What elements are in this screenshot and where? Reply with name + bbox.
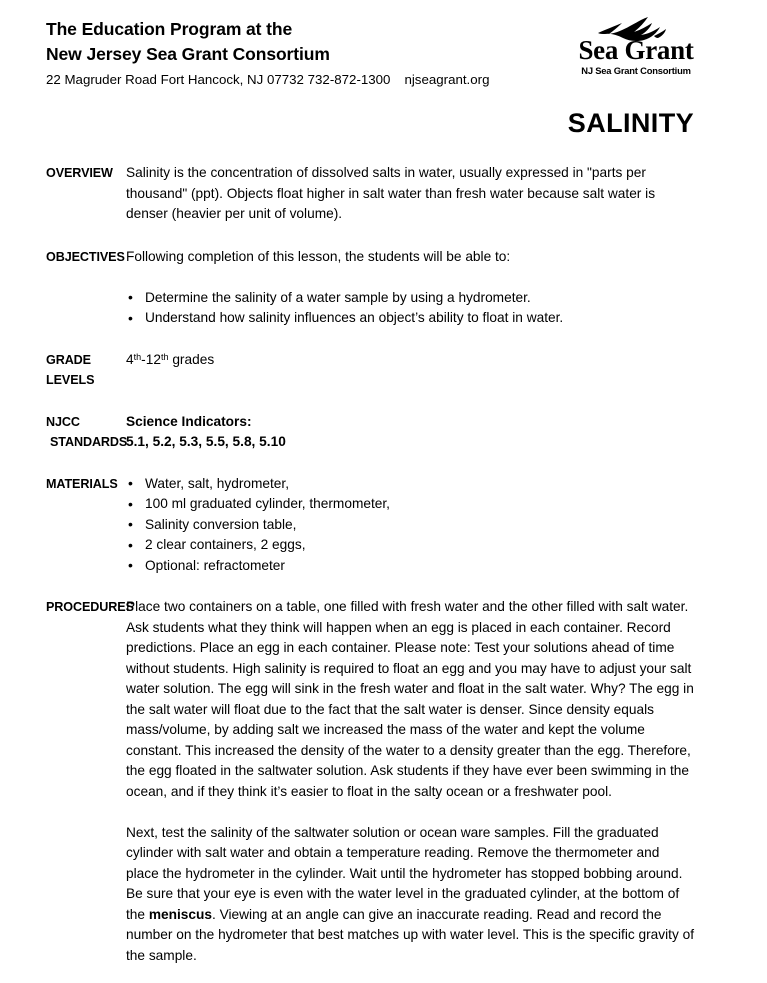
grade-levels-value xyxy=(126,350,695,371)
standards-label-line2: STANDARDS xyxy=(50,435,128,449)
section-body-materials xyxy=(126,474,767,577)
grade-from: 4 xyxy=(126,351,134,367)
grade-separator: -12 xyxy=(141,351,161,367)
section-label-procedures: PROCEDURES xyxy=(46,600,134,614)
spacer xyxy=(0,453,767,474)
list-item: • Determine the salinity of a water sample by using a hydrometer. xyxy=(126,288,695,309)
org-address: 22 Magruder Road Fort Hancock, NJ 07732 732-872-1300 xyxy=(46,72,391,87)
logo-wordmark: Sea Grant xyxy=(578,35,694,65)
procedures-p2-part1: Next, test the salinity of the saltwater solution or ocean ware samples. Fill the graduated cylinder with salt water and obtain a temperature reading. Remove the thermometer and place the hydrometer in the cylinder. Wait until the hydrometer has stopped bobbing around. Be sure that your eye is even with the water level in the graduated cylinder, at the bottom of the xyxy=(126,824,683,922)
list-item: • 2 clear containers, 2 eggs, xyxy=(126,535,695,556)
section-label-grade-levels: GRADE LEVELS xyxy=(46,352,95,387)
section-objectives xyxy=(0,247,767,329)
letterhead xyxy=(46,17,566,90)
spacer xyxy=(0,576,767,597)
spacer xyxy=(0,329,767,350)
page-title: SALINITY xyxy=(567,108,694,138)
procedures-paragraph-1: Place two containers on a table, one filled with fresh water and the other filled with salt water. Ask students what they think will happen when an egg is placed in each container. Record predictions. Place an egg in each container. Please note: Test your solutions ahead of time without students. High salinity is required to float an egg and you may have to adjust your salt water solution. The egg will sink in the fresh water and float in the salt water. Why? The egg in the salt water will float due to the fact that the salt water is denser. Since density equals mass/volume, by adding salt we increased the mass of the water and kept the volume constant. This increased the density of the water to a density greater than the egg. Therefore, the egg floated in the saltwater solution. Ask students if they have ever been swimming in the ocean, and if they think it’s easier to float in the salty ocean or a freshwater pool. xyxy=(126,599,694,799)
section-label-standards xyxy=(0,412,126,453)
objectives-list xyxy=(126,288,695,329)
logo-subtitle: NJ Sea Grant Consortium xyxy=(581,65,691,76)
section-overview xyxy=(0,163,767,225)
org-name-line1: The Education Program at the xyxy=(46,19,293,39)
section-body-procedures xyxy=(126,597,767,966)
standards-label-line1: NJCC xyxy=(46,414,80,429)
standards-heading: Science Indicators: xyxy=(126,413,252,429)
section-procedures xyxy=(0,597,767,966)
list-item: • Optional: refractometer xyxy=(126,556,695,577)
section-body-overview xyxy=(126,163,767,225)
materials-list xyxy=(126,474,695,577)
section-body-grade-levels xyxy=(126,350,767,371)
list-item: • Salinity conversion table, xyxy=(126,515,695,536)
spacer xyxy=(126,267,695,288)
section-materials xyxy=(0,474,767,577)
grade-unit: grades xyxy=(168,351,215,367)
standards-indicators: 5.1, 5.2, 5.3, 5.5, 5.8, 5.10 xyxy=(126,434,286,449)
org-website[interactable]: njseagrant.org xyxy=(404,72,490,87)
lesson-content xyxy=(0,163,767,966)
list-item: • Water, salt, hydrometer, xyxy=(126,474,695,495)
section-label-objectives: OBJECTIVES xyxy=(46,249,125,264)
org-address-line xyxy=(46,69,566,90)
grade-from-suffix: th xyxy=(133,351,142,362)
section-label-materials: MATERIALS xyxy=(46,476,118,491)
objectives-intro: Following completion of this lesson, the students will be able to: xyxy=(126,248,511,264)
list-item: • Understand how salinity influences an object’s ability to float in water. xyxy=(126,308,695,329)
list-item: • 100 ml graduated cylinder, thermometer, xyxy=(126,494,695,515)
grade-to-suffix: th xyxy=(160,351,169,362)
sea-grant-logo xyxy=(574,16,698,78)
section-body-standards xyxy=(126,412,767,453)
org-name-line2: New Jersey Sea Grant Consortium xyxy=(46,44,330,64)
section-grade-levels xyxy=(0,350,767,391)
spacer xyxy=(0,225,767,247)
procedures-paragraph-2 xyxy=(126,823,695,967)
spacer xyxy=(0,391,767,412)
section-standards xyxy=(0,412,767,453)
procedures-p2-emphasis: meniscus xyxy=(148,906,212,922)
overview-paragraph: Salinity is the concentration of dissolved salts in water, usually expressed in "parts per thousand" (ppt). Objects float higher in salt water than fresh water because salt water is denser (heavier per unit of volume). xyxy=(126,165,656,221)
section-label-overview: OVERVIEW xyxy=(46,166,113,180)
section-body-objectives xyxy=(126,247,767,329)
procedures-p2-part2: . Viewing at an angle can give an inaccurate reading. Read and record the number on the hydrometer that best matches up with water level. This is the specific gravity of the sample. xyxy=(126,906,695,963)
